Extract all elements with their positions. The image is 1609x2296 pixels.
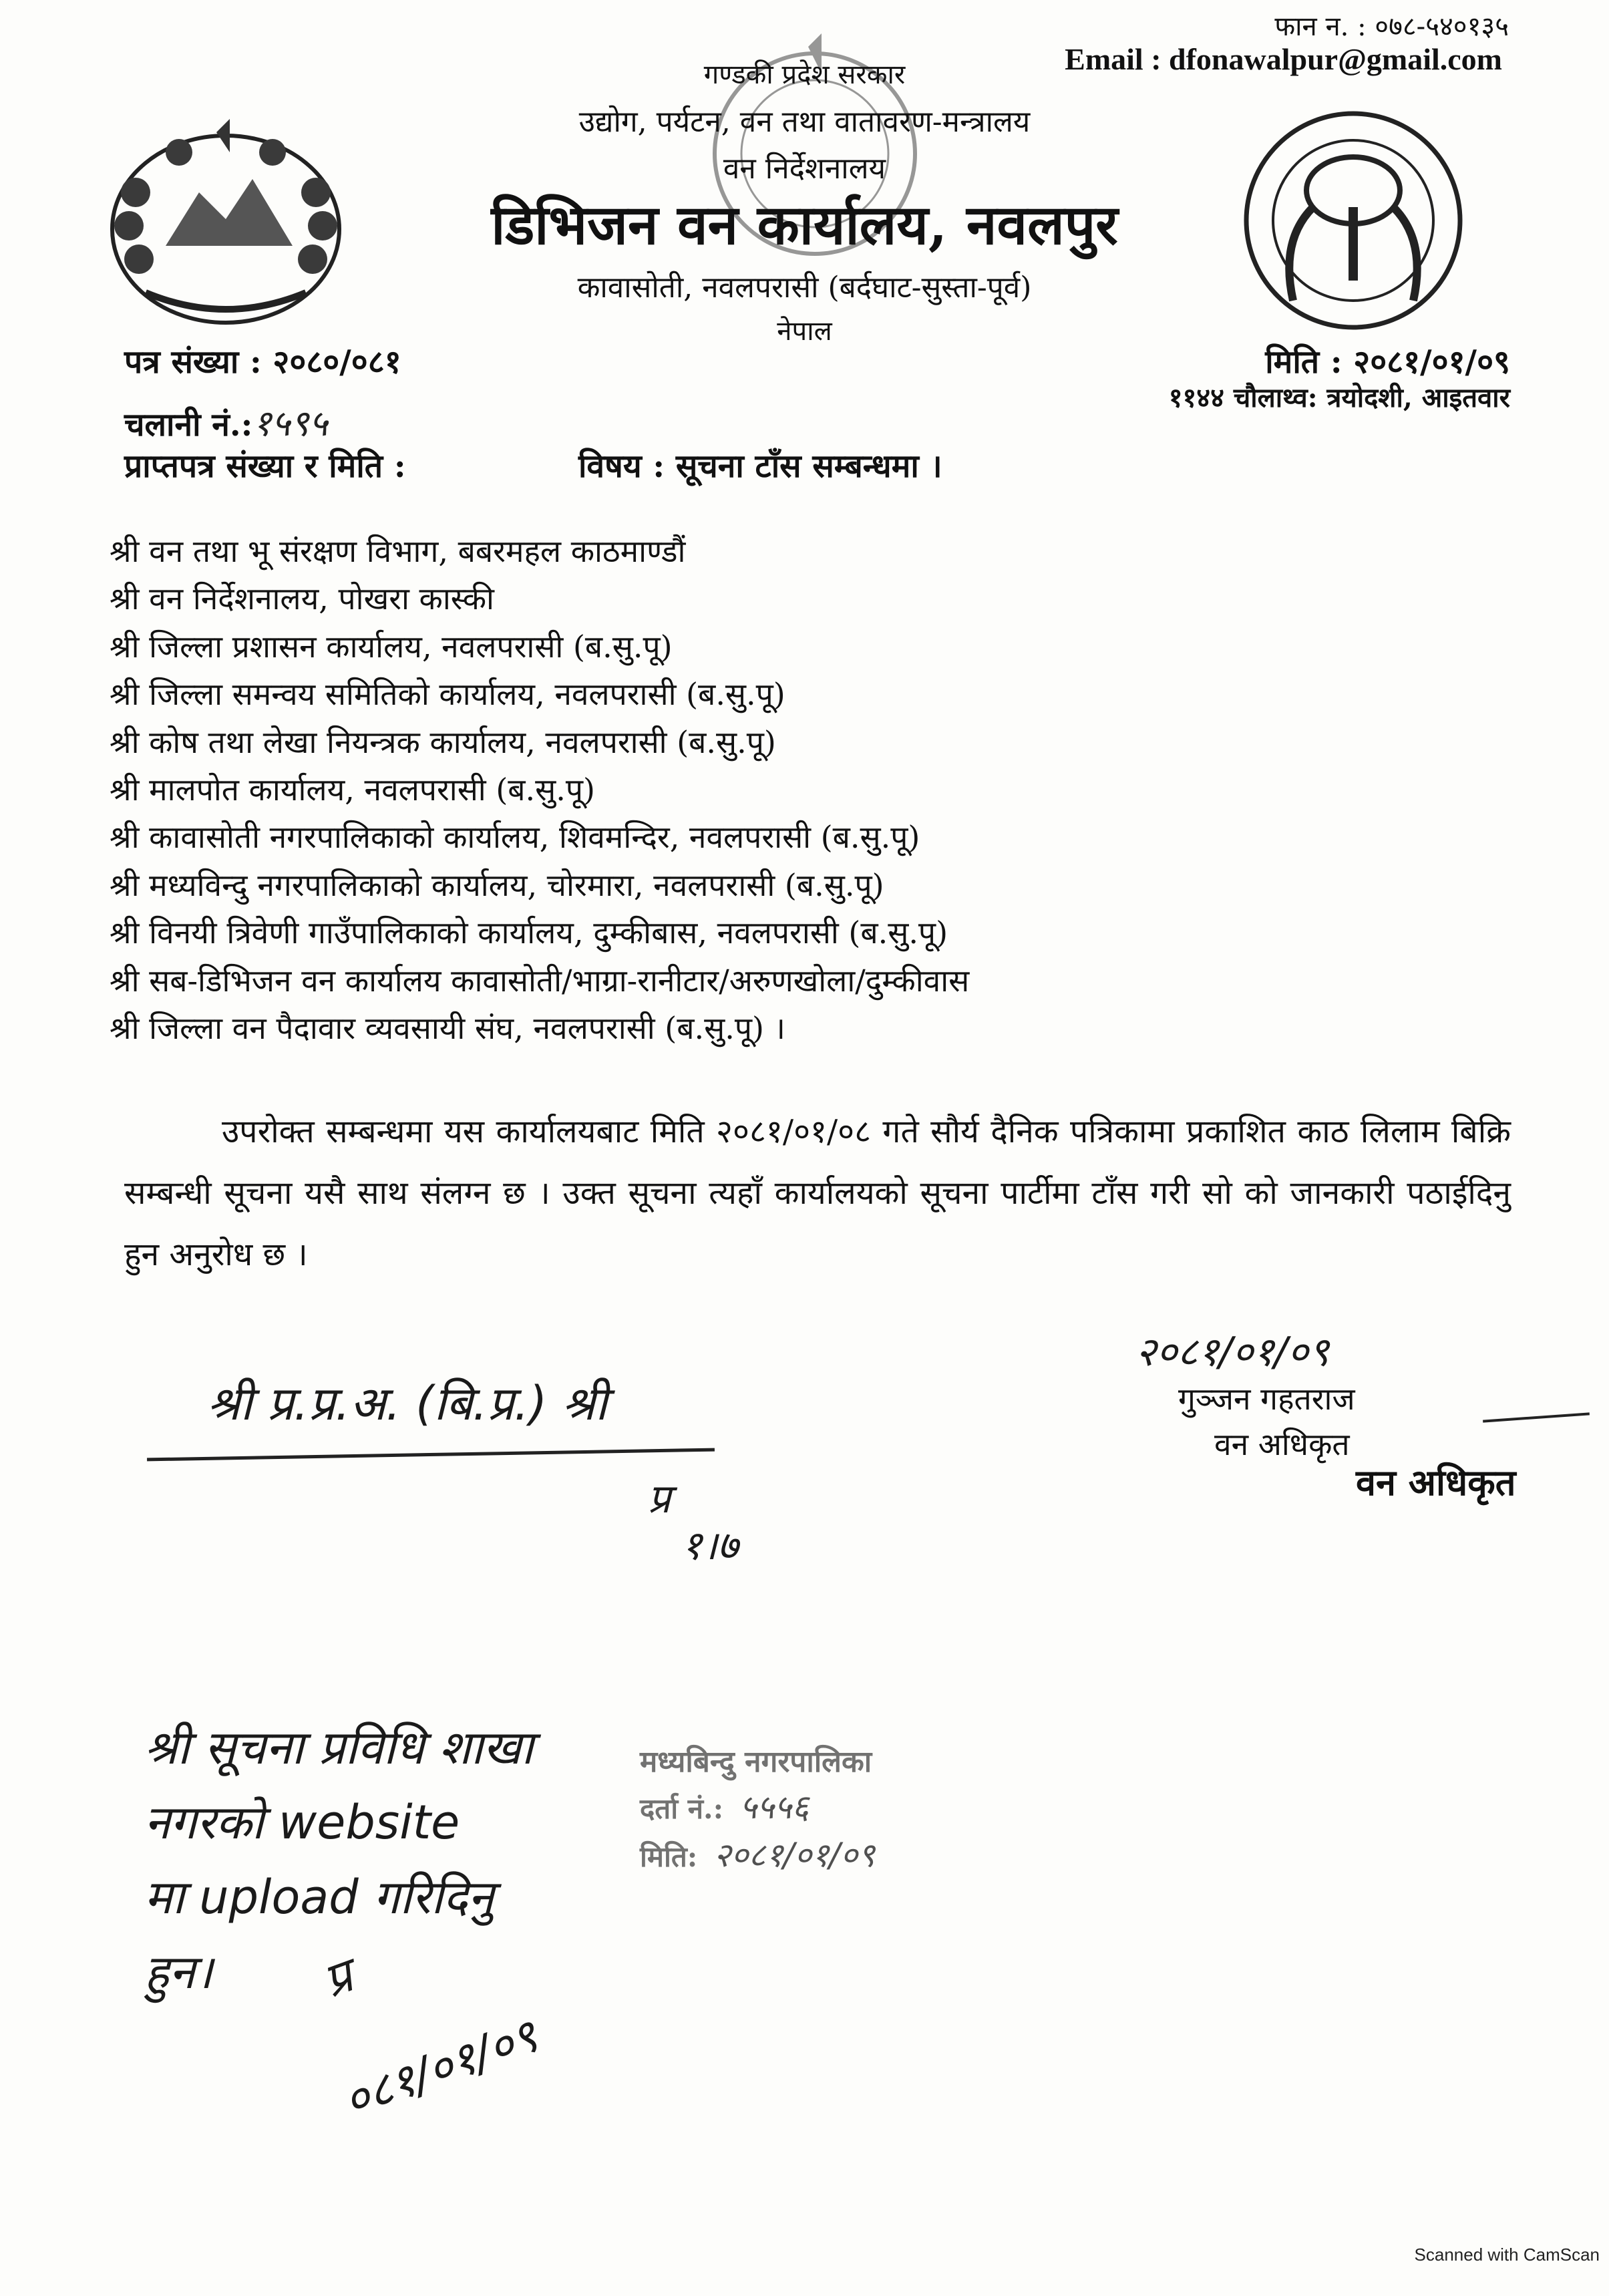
recipient-item: श्री मालपोत कार्यालय, नवलपरासी (ब.सु.पू)	[110, 772, 595, 808]
signatory-title: वन अधिकृत	[1214, 1426, 1350, 1462]
marginal-note: श्री प्र.प्र.अ. (बि.प्र.) श्री	[207, 1376, 608, 1431]
country-name: नेपाल	[777, 316, 832, 347]
registration-stamp	[640, 1740, 1014, 1874]
instruction-line: हुन।	[144, 1945, 213, 1999]
stamp-darta-value: ५५५६	[739, 1788, 810, 1826]
stamp-darta-label: दर्ता नं.:	[640, 1792, 724, 1825]
letter-reference-number: पत्र संख्या : २०८०/०८१	[124, 343, 401, 381]
initial-date: ०८१/०१/०९	[336, 2008, 545, 2129]
letter-body: उपरोक्त सम्बन्धमा यस कार्यालयबाट मिति २०८१/०१/०८ गते सौर्य दैनिक पत्रिकामा प्रकाशित काठ लिलाम बिक्रि सम्बन्धी सूचना यसै साथ संलग्न छ । उक्त सूचना त्यहाँ कार्यालयको सूचना पार्टीमा टाँस गरी सो को जानकारी पठाईदिनु हुन अनुरोध छ ।	[124, 1113, 1511, 1273]
office-title: डिभिजन वन कार्यालय, नवलपुर	[491, 193, 1118, 257]
province-name: गण्डकी प्रदेश सरकार	[703, 59, 906, 90]
directorate-name: वन निर्देशनालय	[723, 152, 886, 186]
recipient-item: श्री मध्यविन्दु नगरपालिकाको कार्यालय, चोरमारा, नवलपरासी (ब.सु.पू)	[110, 866, 884, 903]
stamp-darta-row	[640, 1783, 1014, 1828]
received-letter-label: प्राप्तपत्र संख्या र मिति :	[124, 448, 406, 485]
dispatch-label: चलानी नं.:	[124, 406, 253, 444]
instruction-line: श्री सूचना प्रविधि शाखा	[144, 1720, 534, 1775]
recipient-item: श्री जिल्ला वन पैदावार व्यवसायी संघ, नवलपरासी (ब.सु.पू) ।	[110, 1010, 785, 1047]
dispatch-number	[124, 397, 328, 446]
recipient-item: श्री जिल्ला प्रशासन कार्यालय, नवलपरासी (ब.सु.पू)	[110, 628, 673, 665]
office-address: कावासोती, नवलपरासी (बर्दघाट-सुस्ता-पूर्व)	[577, 271, 1032, 305]
lunar-date: ११४४ चौलाथ्व: त्रयोदशी, आइतवार	[1168, 382, 1510, 414]
marginal-number: १।७	[681, 1522, 739, 1569]
dispatch-value: १५९५	[252, 402, 328, 444]
email-address: Email : dfonawalpur@gmail.com	[1065, 42, 1502, 76]
phone-number: फान न. : ०७८-५४०१३५	[1274, 11, 1509, 42]
letter-subject: विषय : सूचना टाँस सम्बन्धमा ।	[578, 448, 942, 485]
stamp-date-value: २०८१/०१/०९	[713, 1836, 876, 1874]
recipient-item: श्री वन तथा भू संरक्षण विभाग, बबरमहल काठमाण्डौं	[110, 533, 686, 569]
recipient-item: श्री सब-डिभिजन वन कार्यालय कावासोती/भाग्रा-रानीटार/अरुणखोला/दुम्कीवास	[110, 962, 970, 999]
signatory-title-stamp: वन अधिकृत	[1356, 1461, 1516, 1504]
stamp-date-label: मिति:	[640, 1840, 698, 1873]
ministry-name: उद्योग, पर्यटन, वन तथा वातावरण-मन्त्रालय	[578, 105, 1031, 139]
recipient-item: श्री विनयी त्रिवेणी गाउँपालिकाको कार्यालय, दुम्कीबास, नवलपरासी (ब.सु.पू)	[110, 915, 948, 951]
stamp-date-row	[640, 1831, 1014, 1876]
marginal-underline	[147, 1448, 715, 1462]
signatory-name: गुञ्जन गहतराज	[1178, 1381, 1355, 1417]
initial-signature: प्र	[316, 1947, 360, 2009]
stamp-municipality: मध्यबिन्दु नगरपालिका	[640, 1745, 872, 1779]
marginal-initial: प्र	[648, 1476, 671, 1522]
signature-handwritten-date: २०८१/०१/०९	[1135, 1329, 1330, 1375]
recipient-item: श्री जिल्ला समन्वय समितिको कार्यालय, नवलपरासी (ब.सु.पू)	[110, 676, 785, 713]
scanner-watermark: Scanned with CamScan	[1414, 2245, 1600, 2265]
letter-date: मिति : २०८१/०१/०९	[1265, 343, 1510, 381]
recipient-item: श्री कावासोती नगरपालिकाको कार्यालय, शिवमन्दिर, नवलपरासी (ब.सु.पू)	[110, 819, 920, 856]
instruction-line: नगरको website	[144, 1795, 460, 1850]
recipient-list	[110, 528, 969, 1052]
signature-line	[1483, 1412, 1590, 1422]
recipient-item: श्री वन निर्देशनालय, पोखरा कास्की	[110, 581, 494, 617]
instruction-line: मा upload गरिदिनु	[144, 1870, 494, 1925]
recipient-item: श्री कोष तथा लेखा नियन्त्रक कार्यालय, नवलपरासी (ब.सु.पू)	[110, 723, 776, 760]
